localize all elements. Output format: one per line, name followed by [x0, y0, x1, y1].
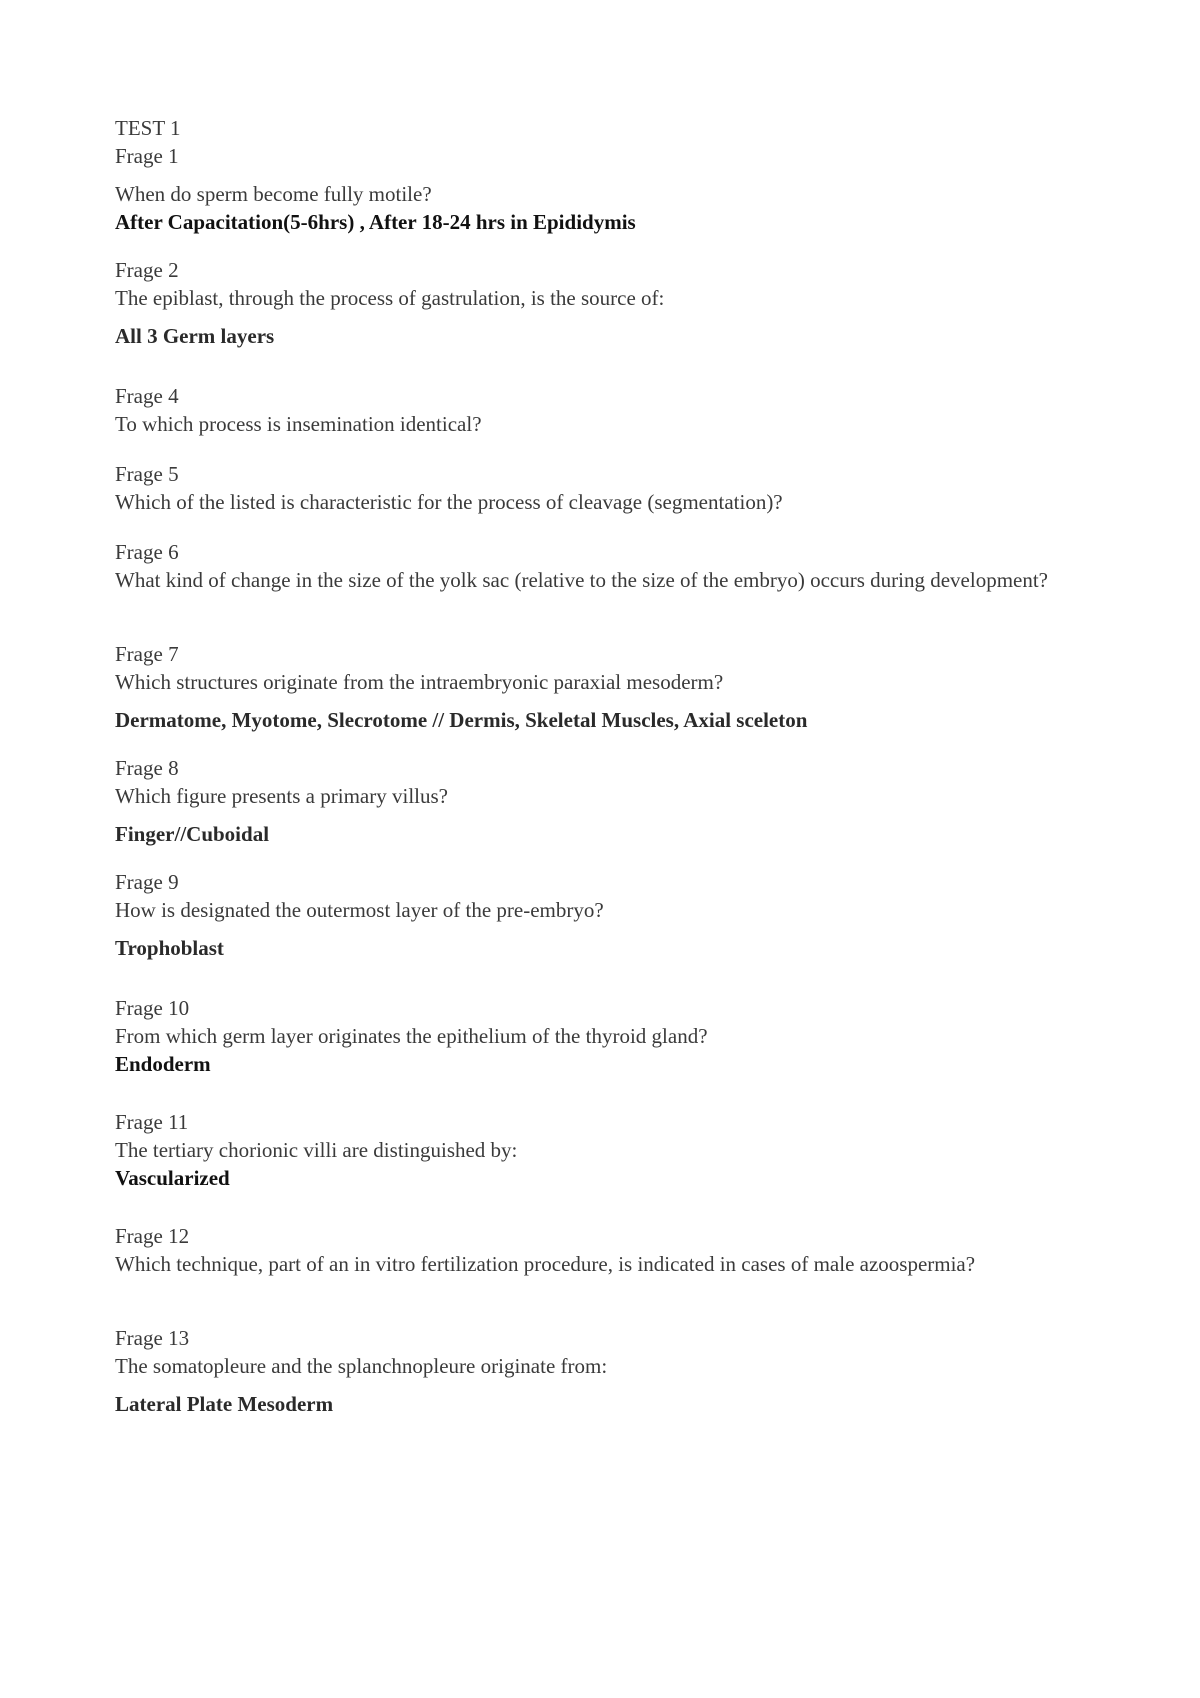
question-label: Frage 5 [115, 462, 179, 486]
question-text: The tertiary chorionic villi are distinguished by: [115, 1138, 518, 1162]
question-label: Frage 12 [115, 1224, 190, 1248]
question-label: Frage 8 [115, 756, 179, 780]
question-text: When do sperm become fully motile? [115, 182, 432, 206]
question-label: Frage 6 [115, 540, 179, 564]
question-text: Which of the listed is characteristic for the process of cleavage (segmentation)? [115, 490, 783, 514]
question-block-8 [115, 754, 1095, 848]
question-text: How is designated the outermost layer of the pre-embryo? [115, 898, 604, 922]
question-block-7 [115, 640, 1095, 734]
test-title: TEST 1 [115, 116, 181, 140]
answer-text: After Capacitation(5-6hrs) , After 18-24 hrs in Epididymis [115, 210, 636, 234]
answer-text: All 3 Germ layers [115, 324, 275, 348]
question-block-10 [115, 994, 1095, 1078]
answer-text: Dermatome, Myotome, Slecrotome // Dermis, Skeletal Muscles, Axial sceleton [115, 708, 808, 732]
answer-text: Lateral Plate Mesoderm [115, 1392, 334, 1416]
question-block-11 [115, 1108, 1095, 1192]
question-block-12 [115, 1222, 1095, 1278]
question-text: Which technique, part of an in vitro fertilization procedure, is indicated in cases of male azoospermia? [115, 1252, 976, 1276]
question-label: Frage 10 [115, 996, 190, 1020]
question-block-5 [115, 460, 1095, 516]
question-label: Frage 1 [115, 144, 179, 168]
answer-text: Vascularized [115, 1166, 230, 1190]
question-text: From which germ layer originates the epithelium of the thyroid gland? [115, 1024, 708, 1048]
question-text: The epiblast, through the process of gastrulation, is the source of: [115, 286, 665, 310]
question-label: Frage 9 [115, 870, 179, 894]
question-block-9 [115, 868, 1095, 962]
question-text: Which figure presents a primary villus? [115, 784, 448, 808]
question-label: Frage 11 [115, 1110, 189, 1134]
question-text: What kind of change in the size of the yolk sac (relative to the size of the embryo) occurs during development? [115, 568, 1049, 592]
question-text: To which process is insemination identical? [115, 412, 482, 436]
answer-text: Trophoblast [115, 936, 224, 960]
answer-text: Endoderm [115, 1052, 211, 1076]
question-text: Which structures originate from the intraembryonic paraxial mesoderm? [115, 670, 724, 694]
question-block-4 [115, 382, 1095, 438]
question-label: Frage 7 [115, 642, 179, 666]
question-block-2 [115, 256, 1095, 350]
question-block-6 [115, 538, 1095, 594]
question-text: The somatopleure and the splanchnopleure originate from: [115, 1354, 608, 1378]
question-block-13 [115, 1324, 1095, 1418]
question-label: Frage 13 [115, 1326, 190, 1350]
answer-text: Finger//Cuboidal [115, 822, 270, 846]
question-block-1 [115, 114, 1095, 236]
question-label: Frage 2 [115, 258, 179, 282]
question-label: Frage 4 [115, 384, 179, 408]
